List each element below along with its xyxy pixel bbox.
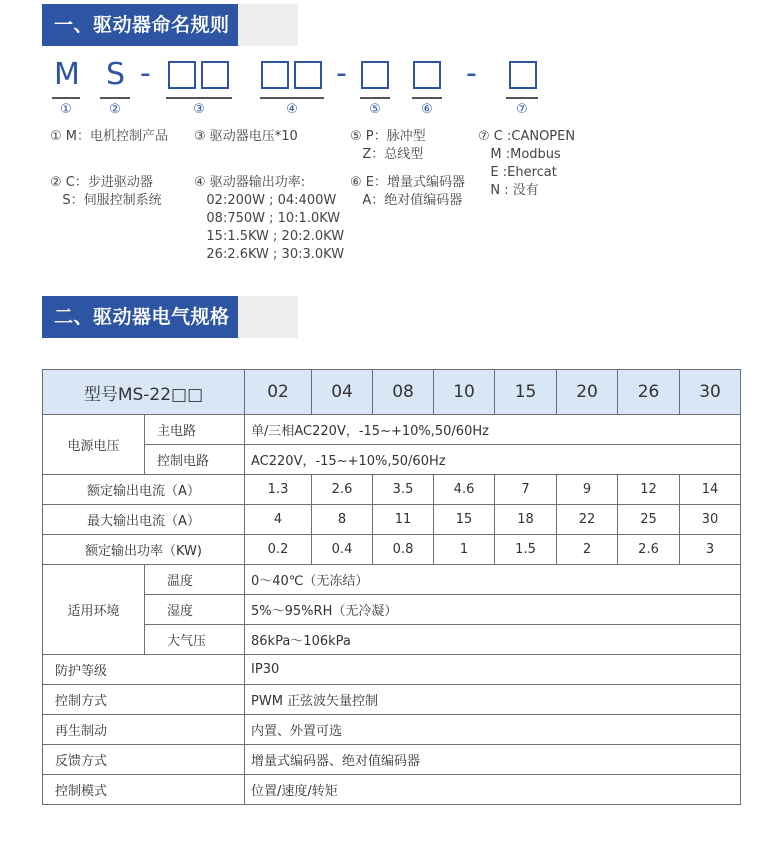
model-header: 02: [245, 370, 312, 415]
model-header: 10: [434, 370, 495, 415]
row-label: 湿度: [145, 595, 245, 625]
table-cell: 30: [680, 505, 741, 535]
row-label: 再生制动: [43, 715, 245, 745]
table-cell: 7: [495, 475, 557, 505]
model-label: 型号MS-22□□: [43, 370, 245, 415]
table-row: [43, 715, 741, 745]
row-label: 反馈方式: [43, 745, 245, 775]
separator-dash: -: [140, 56, 151, 91]
model-header: 15: [495, 370, 557, 415]
separator-dash: -: [466, 56, 477, 91]
model-header: 26: [618, 370, 680, 415]
underline: [166, 97, 232, 99]
row-value: 5%～95%RH（无冷凝）: [245, 595, 741, 625]
placeholder-box: [294, 61, 322, 89]
table-row: [43, 445, 741, 475]
placeholder-box: [168, 61, 196, 89]
index-marker-6: ⑥: [421, 102, 433, 117]
table-cell: 22: [557, 505, 618, 535]
row-label: 额定输出电流（A）: [43, 475, 245, 505]
row-label: 主电路: [145, 415, 245, 445]
table-cell: 0.8: [373, 535, 434, 565]
row-group-label: 适用环境: [43, 565, 145, 655]
letter-m: M: [54, 57, 80, 92]
legend-item-6: ⑥ E：增量式编码器 A：绝对值编码器: [350, 175, 466, 208]
table-cell: 25: [618, 505, 680, 535]
placeholder-box: [261, 61, 289, 89]
table-cell: 12: [618, 475, 680, 505]
section-header-naming: [42, 4, 256, 46]
placeholder-box: [413, 61, 441, 89]
table-row: [43, 415, 741, 445]
model-header: 30: [680, 370, 741, 415]
section-header-decoration: [238, 296, 298, 338]
table-cell: 8: [312, 505, 373, 535]
table-cell: 2.6: [312, 475, 373, 505]
row-label: 大气压: [145, 625, 245, 655]
row-value: 内置、外置可选: [245, 715, 741, 745]
table-cell: 1.3: [245, 475, 312, 505]
table-cell: 18: [495, 505, 557, 535]
row-label: 最大输出电流（A）: [43, 505, 245, 535]
legend-item-4: ④ 驱动器输出功率: 02:200W ; 04:400W 08:750W ; 10:1.0KW 15:1.5KW ; 20:2.0KW 26:2.6KW ; 30:3.0KW: [194, 175, 345, 262]
underline: [506, 97, 538, 99]
row-value: IP30: [245, 655, 741, 685]
row-label: 控制模式: [43, 775, 245, 805]
table-row: [43, 475, 741, 505]
table-cell: 0.2: [245, 535, 312, 565]
row-label: 控制方式: [43, 685, 245, 715]
spec-table: [42, 369, 741, 805]
placeholder-box: [509, 61, 537, 89]
row-value: AC220V，-15~+10%,50/60Hz: [245, 445, 741, 475]
table-cell: 15: [434, 505, 495, 535]
underline: [52, 97, 80, 99]
row-label: 额定输出功率（KW): [43, 535, 245, 565]
model-header: 20: [557, 370, 618, 415]
model-header: 08: [373, 370, 434, 415]
table-cell: 2: [557, 535, 618, 565]
index-marker-5: ⑤: [369, 102, 381, 117]
table-row: [43, 655, 741, 685]
table-row: [43, 625, 741, 655]
legend-item-5: ⑤ P：脉冲型 Z：总线型: [350, 129, 426, 162]
index-marker-3: ③: [193, 102, 205, 117]
model-header: 04: [312, 370, 373, 415]
letter-s: S: [106, 57, 126, 92]
legend-item-3: ③ 驱动器电压*10: [194, 129, 298, 144]
table-cell: 4: [245, 505, 312, 535]
table-header-row: [43, 370, 741, 415]
index-marker-7: ⑦: [516, 102, 528, 117]
table-cell: 2.6: [618, 535, 680, 565]
table-cell: 3: [680, 535, 741, 565]
row-label: 控制电路: [145, 445, 245, 475]
table-cell: 0.4: [312, 535, 373, 565]
table-cell: 11: [373, 505, 434, 535]
row-value: 单/三相AC220V，-15~+10%,50/60Hz: [245, 415, 741, 445]
row-group-label: 电源电压: [43, 415, 145, 475]
separator-dash: -: [336, 56, 347, 91]
index-marker-4: ④: [286, 102, 298, 117]
table-cell: 3.5: [373, 475, 434, 505]
section-title: 二、驱动器电气规格: [42, 296, 238, 338]
index-marker-2: ②: [109, 102, 121, 117]
legend-item-1: ① M：电机控制产品: [50, 129, 169, 144]
underline: [260, 97, 324, 99]
table-cell: 4.6: [434, 475, 495, 505]
table-cell: 14: [680, 475, 741, 505]
placeholder-box: [361, 61, 389, 89]
table-cell: 9: [557, 475, 618, 505]
placeholder-box: [201, 61, 229, 89]
row-label: 温度: [145, 565, 245, 595]
table-row: [43, 505, 741, 535]
index-marker-1: ①: [60, 102, 72, 117]
table-row: [43, 745, 741, 775]
legend-item-7: ⑦ C :CANOPEN M :Modbus E :Ehercat N : 没有: [478, 129, 576, 198]
section-header-decoration: [238, 4, 298, 46]
row-value: 位置/速度/转矩: [245, 775, 741, 805]
table-row: [43, 535, 741, 565]
section-title: 一、驱动器命名规则: [42, 4, 238, 46]
legend-item-2: ② C：步进驱动器 S：伺服控制系统: [50, 175, 162, 208]
table-row: [43, 685, 741, 715]
row-value: 增量式编码器、绝对值编码器: [245, 745, 741, 775]
underline: [412, 97, 442, 99]
table-row: [43, 595, 741, 625]
table-cell: 1.5: [495, 535, 557, 565]
row-value: PWM 正弦波矢量控制: [245, 685, 741, 715]
table-row: [43, 565, 741, 595]
section-header-specs: [42, 296, 256, 338]
row-value: 86kPa～106kPa: [245, 625, 741, 655]
table-row: [43, 775, 741, 805]
underline: [100, 97, 130, 99]
underline: [360, 97, 390, 99]
row-value: 0～40℃（无冻结）: [245, 565, 741, 595]
table-cell: 1: [434, 535, 495, 565]
row-label: 防护等级: [43, 655, 245, 685]
